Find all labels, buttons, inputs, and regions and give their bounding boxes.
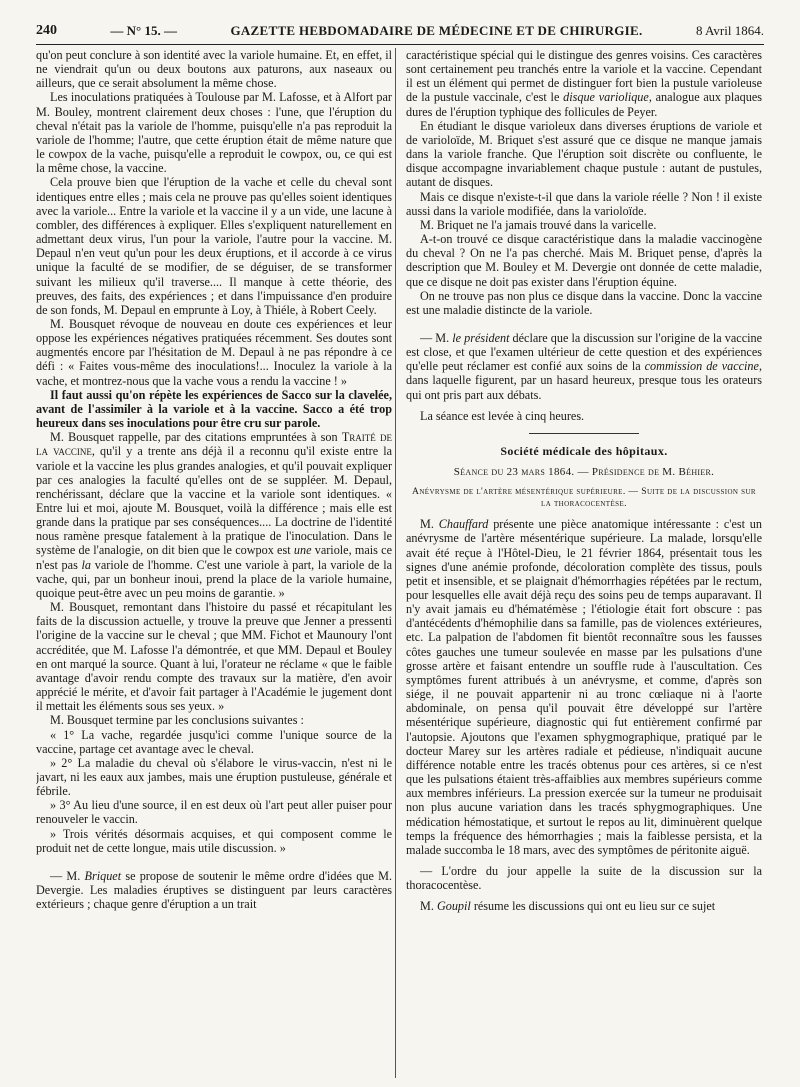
paragraph: M. Bousquet, remontant dans l'histoire du passé et récapitulant les faits de la discussion actuelle, y trouve la preuve que Jenner a pressenti l'origine de la vaccine sur le cheval ; que MM. Fichot et Maunoury l'ont accréditée, que M. Lafosse l'a démontrée, et que MM. Depaul et Bouley en ont marqué la source. Quant à lui, l'orateur ne réclame « que le faible avantage d'avoir rendu compte des travaux sur la matière, d'en avoir apprécié le mérite, et d'avoir fait partager à l'Académie le jugement dont il mettait les éléments sous ses yeux. » — [36, 600, 392, 714]
paragraph: — M. le président déclare que la discussion sur l'origine de la vaccine est close, et que l'examen ultérieur de cette question et des expériences qu'elle peut réclamer est confié aux soins de la commission de vaccine, dans laquelle figurent, par un hasard heureux, presque tous les orateurs qui ont pris part aux débats. — [406, 330, 762, 402]
issue-date: 8 Avril 1864. — [695, 23, 764, 38]
paragraph: M. Bousquet termine par les conclusions suivantes : — [50, 713, 304, 728]
paragraph: caractéristique spécial qui le distingue des genres voisins. Ces caractères sont certainement peu tranchés entre la variole et la vaccine. Cependant il est un élément qui permet de distinguer fort bien la pustule varioleuse de la pustule vaccinale, c'est le disque variolique, analogue aux plaques dures de l'éruption typhique des follicules de Peyer. — [406, 48, 762, 119]
paragraph: M. Briquet ne l'a jamais trouvé dans la varicelle. — [420, 217, 657, 232]
journal-title: GAZETTE HEBDOMADAIRE DE MÉDECINE ET DE CHIRURGIE. — [230, 23, 643, 38]
paragraph: En étudiant le disque varioleux dans diverses éruptions de variole et de varioloïde, M. Briquet s'est assuré que ce disque ne manque jamais dans la variole franche. Que l'éruption soit discrète ou confluente, le disque accompagne invariablement chaque pustule : autant de pustules, autant de disques. — [406, 118, 762, 190]
paragraph: La séance est levée à cinq heures. — [420, 408, 585, 423]
paragraph: M. Bousquet rappelle, par des citations empruntées à son Traité de la vaccine, qu'il y a trente ans déjà il a reconnu qu'il existe entre la variole et la vaccine les plus grandes analogies, et qu'il pouvait expliquer par ces analogies la faculté qu'elles ont de se suppléer. M. Depaul, renchérissant, déclare que la vaccine et la variole sont identiques. « Entre lui et moi, ajoute M. Bousquet, voilà la différence ; mais elle est grande dans la pratique par ses conséquences.... La doctrine de l'identité nous ramène presque fatalement à la pratique de l'inoculation. Dans le système de l'analogie, on dit bien que le cowpox est une variole, mais ce n'est pas la variole de l'homme. C'est une variole à part, la variole de la vache, qui, par un bonheur inoui, prend la place de la variole humaine, quoique peut-être avec un peu moins de garantie. » — [36, 430, 392, 600]
society-title: Société médicale des hôpitaux. — [500, 443, 668, 458]
session-line: Séance du 23 mars 1864. — Présidence de M. Béhier. — [453, 466, 715, 479]
paragraph: M. Goupil résume les discussions qui ont eu lieu sur ce sujet — [420, 899, 716, 914]
paragraph: Il faut aussi qu'on répète les expériences de Sacco sur la clavelée, avant de l'assimiler à la variole et à la vaccine. Sacco a été trop heureux dans ses inoculations pour être cru sur parole. — [36, 387, 392, 431]
page-number: 240 — [36, 23, 57, 38]
paragraph: Les inoculations pratiquées à Toulouse par M. Lafosse, et à Alfort par M. Bouley, montrent clairement deux choses : l'une, que l'éruption du cheval n'était pas la variole de l'homme, puisqu'elle n'a pas reproduit la variole de l'homme; l'autre, que cette éruption était de même nature que le cowpox de la vache, puisqu'elle a reproduit le cowpox, ou, ce qui est la même chose, la vaccine. — [36, 90, 392, 176]
issue-number: — N° 15. — — [110, 23, 178, 38]
conclusion-item: » Trois vérités désormais acquises, et qui composent comme le produit net de cette longue, mais utile discussion. » — [36, 826, 392, 855]
paragraph: Cela prouve bien que l'éruption de la vache et celle du cheval sont identiques entre elles ; mais cela ne prouve pas qu'elles soient identiques avec la variole... Entre la variole et la vaccine il y a un vide, une lacune à combler, des différences à expliquer. Elles s'expliquent naturellement en admettant deux virus, l'un pour la variole, l'autre pour la vaccine. M. Depaul n'en veut qu'un pour les deux éruptions, et il accorde à ce virus unique la faculté de se modifier, de se déguiser, de se transformer suivant les milieux qu'il traverse.... Il manque à cette théorie, des preuves, des faits, des expériences ; et dans l'impuissance d'en produire de son fonds, M. Depaul en emprunte à Loy, à Thiéle, à Robert Ceely. — [36, 175, 392, 317]
conclusion-item: « 1° La vache, regardée jusqu'ici comme l'unique source de la vaccine, partage cet avantage avec le cheval. — [36, 727, 392, 756]
column-divider — [395, 48, 396, 1078]
conclusion-item: » 2° La maladie du cheval où s'élabore le virus-vaccin, n'est ni le javart, ni les eaux aux jambes, mais une éruption pustuleuse, générale et fébrile. — [36, 755, 392, 799]
section-rule — [529, 433, 639, 434]
paragraph: On ne trouve pas non plus ce disque dans la vaccine. Donc la vaccine est une maladie distincte de la variole. — [406, 288, 762, 317]
paragraph: A-t-on trouvé ce disque caractéristique dans la maladie vaccinogène du cheval ? On ne l'a pas cherché. Mais M. Briquet pense, d'après la description que M. Bouley et M. Devergie ont donnée de cette maladie, que ce disque ne doit pas exister dans l'éruption équine. — [406, 232, 762, 289]
conclusion-item: » 3° Au lieu d'une source, il en est deux où l'art peut aller puiser pour renouveler le vaccin. — [36, 798, 392, 827]
left-column — [36, 48, 392, 1078]
paragraph: Mais ce disque n'existe-t-il que dans la variole réelle ? Non ! il existe aussi dans la variole modifiée, dans la varioloïde. — [406, 189, 762, 218]
session-subtitle: Anévrysme de l'artère mésentérique supérieure. — Suite de la discussion sur la thoracocentèse. — [412, 486, 756, 510]
paragraph: — L'ordre du jour appelle la suite de la discussion sur la thoracocentèse. — [406, 863, 762, 893]
right-column — [406, 48, 762, 1078]
paragraph: M. Bousquet révoque de nouveau en doute ces expériences et leur oppose les expériences négatives pratiquées récemment. Ses doutes sont augmentés encore par l'hésitation de M. Depaul à ne pas répondre à ce défi : « Faites vous-même des inoculations!... Inoculez la variole à la vache, et montrez-nous que la vache vous a rendu la vaccine ! » — [36, 316, 392, 388]
paragraph: qu'on peut conclure à son identité avec la variole humaine. Et, en effet, il ne viendrait qu'un ou deux boutons aux paturons, aux naseaux ou ailleurs, que ce serait absolument la même chose. — [36, 48, 392, 91]
paragraph: — M. Briquet se propose de soutenir le même ordre d'idées que M. Devergie. Les maladies éruptives se distinguent par leurs caractères extérieurs ; chaque genre d'éruption a un trait — [36, 868, 392, 912]
page-header — [36, 18, 764, 45]
paragraph: M. Chauffard présente une pièce anatomique intéressante : c'est un anévrysme de l'artère mésentérique supérieure. La malade, lorsqu'elle avait été reçue à l'Hôtel-Dieu, le 21 février 1864, présentait tous les signes d'une anémie profonde, décoloration complète des tissus, pouls petit et insensible, et se plaignait d'hémorrhagies répétées par le rectum, pour lesquelles elle avait déjà reçu des soins peu de temps auparavant. Il n'y avait jamais eu d'hématémèse ; l'étiologie était fort obscure : pas d'antécédents d'hémophilie dans sa famille, pas de violences extérieures, etc. La palpation de l'abdomen fit bientôt reconnaître sous les fausses côtes gauches une tumeur soulevée en masse par les pulsations d'une grosse artère et faisant entendre un souffle rude à l'auscultation. Ces symptômes furent attribués à un anévrysme, et comme, d'après son siége, il ne pouvait appartenir ni au tronc cœliaque ni à l'aorte abdominale, on pensa qu'il pouvait être développé sur l'artère mésentérique supérieure, diagnostic qui fut entièrement confirmé par l'autopsie. Ajoutons que l'examen sphygmographique, pratiqué par le docteur Marey sur les artères radiale et pédieuse, n'indiquait aucune différence notable entre les tracés obtenus pour ces artères, si ce n'est que les pulsations étaient très-affaiblies aux membres supérieurs comme aux membres inférieurs. La pression exercée sur la tumeur ne produisait non plus aucune variation dans les tracés sphygmographiques. Une médication hémostatique, et surtout le repos au lit, diminuèrent quelque temps la fréquence des hémorrhagies ; mais la faiblesse persista, et la malade succomba le 18 mars, avec des symptômes de péritonite aiguë. — [406, 517, 762, 857]
